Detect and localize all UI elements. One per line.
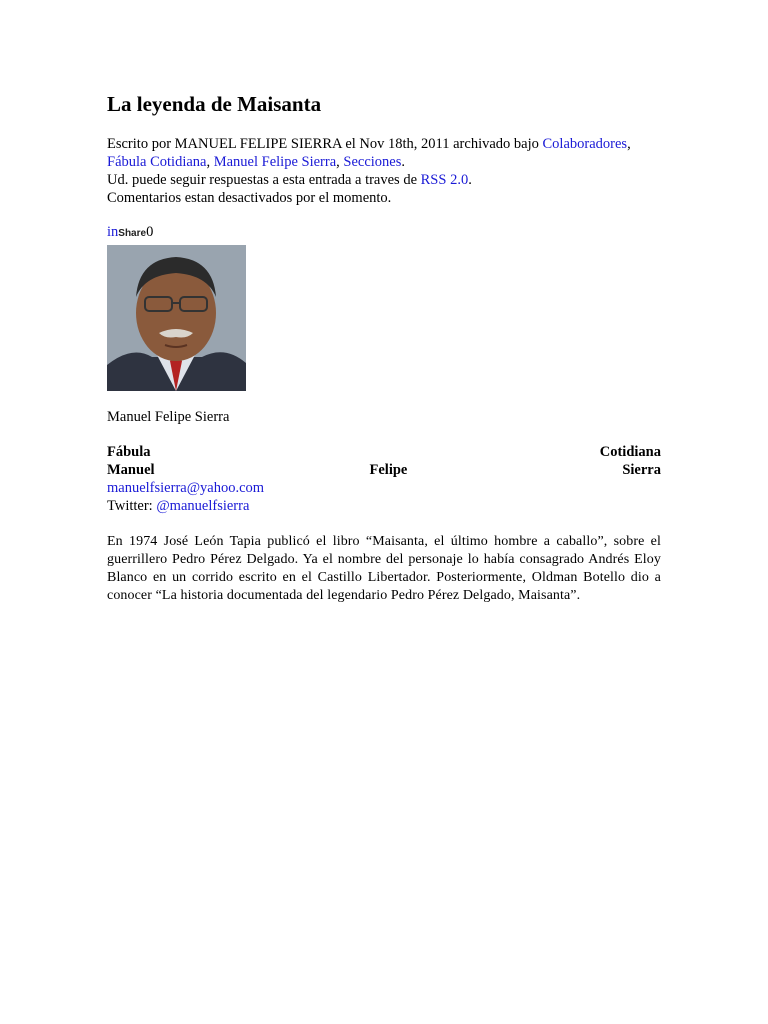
tag-word: Sierra bbox=[622, 462, 661, 478]
tag-word: Manuel bbox=[107, 462, 155, 478]
author-photo bbox=[107, 245, 246, 391]
article bbox=[107, 90, 661, 619]
rss-link[interactable]: RSS 2.0 bbox=[420, 172, 469, 188]
photo-caption: Manuel Felipe Sierra bbox=[107, 409, 230, 425]
category-link-manuel-felipe-sierra[interactable]: Manuel Felipe Sierra bbox=[213, 154, 337, 170]
period: . bbox=[401, 154, 405, 170]
article-body: En 1974 José León Tapia publicó el libro “Maisanta, el último hombre a caballo”, sobre el guerrillero Pedro Pérez Delgado. Ya el nombre del personaje lo había consagrado Andrés Eloy Blanco en un corrido escrito en el Castillo Libertador. Posteriormente, Oldman Botello dio a conocer “La historia documentada del legendario Pedro Pérez Delgado, Maisanta”. bbox=[107, 534, 661, 603]
separator: , bbox=[336, 154, 344, 170]
tag-row bbox=[107, 443, 661, 461]
email-link[interactable]: manuelfsierra@yahoo.com bbox=[107, 480, 265, 496]
date-text: el Nov 18th, 2011 archivado bajo bbox=[341, 136, 543, 152]
linkedin-icon[interactable]: in bbox=[107, 224, 119, 240]
author-name: MANUEL FELIPE SIERRA bbox=[174, 136, 342, 152]
period: . bbox=[468, 172, 472, 188]
comments-disabled-text: Comentarios estan desactivados por el momento. bbox=[107, 190, 392, 206]
tag-word: Cotidiana bbox=[599, 444, 661, 460]
share-count: 0 bbox=[146, 224, 154, 240]
twitter-label: Twitter: bbox=[107, 498, 157, 514]
follow-text: Ud. puede seguir respuestas a esta entrada a traves de bbox=[107, 172, 421, 188]
share-button[interactable]: Share bbox=[118, 228, 147, 239]
separator: , bbox=[206, 154, 214, 170]
article-title: La leyenda de Maisanta bbox=[107, 92, 322, 116]
category-link-secciones[interactable]: Secciones bbox=[343, 154, 402, 170]
category-link-colaboradores[interactable]: Colaboradores bbox=[542, 136, 628, 152]
written-by-prefix: Escrito por bbox=[107, 136, 175, 152]
tag-word: Felipe bbox=[369, 462, 408, 478]
twitter-link[interactable]: @manuelfsierra bbox=[156, 498, 250, 514]
category-link-fabula-cotidiana[interactable]: Fábula Cotidiana bbox=[107, 154, 207, 170]
contact-info bbox=[107, 479, 661, 515]
tag-block bbox=[107, 443, 661, 479]
tag-word: Fábula bbox=[107, 444, 151, 460]
linkedin-share[interactable] bbox=[107, 223, 661, 241]
article-meta bbox=[107, 135, 661, 207]
tag-row bbox=[107, 461, 661, 479]
separator: , bbox=[627, 136, 631, 152]
